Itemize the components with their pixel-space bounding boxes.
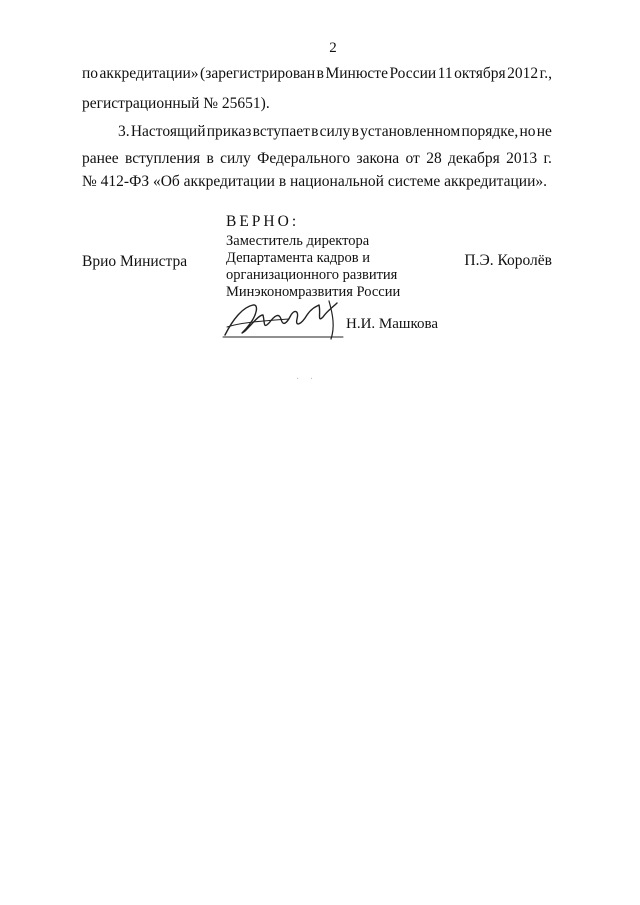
word: России (389, 65, 437, 82)
word: 3. (118, 123, 130, 140)
certification-heading: ВЕРНО: (226, 213, 300, 230)
certification-position-line-2: Департамента кадров и (226, 250, 371, 266)
word: декабря (448, 150, 500, 167)
paragraph-line-5: № 412-ФЗ «Об аккредитации в национальной системе аккредитации». (82, 173, 548, 190)
word: Федерального (257, 150, 351, 167)
word: в (206, 150, 214, 167)
certification-position-line-4: Минэкономразвития России (226, 284, 401, 300)
word: вступает (252, 123, 310, 140)
word: аккредитации» (99, 65, 199, 82)
word: Настоящий (130, 123, 206, 140)
word: в (311, 123, 319, 140)
word: 2013 (506, 150, 538, 167)
word: силу (220, 150, 251, 167)
word: Минюсте (325, 65, 388, 82)
word: не (536, 123, 552, 140)
paragraph-line-3 (118, 123, 552, 141)
word: порядке, (461, 123, 519, 140)
word: в (316, 65, 324, 82)
word: г., (539, 65, 552, 82)
word: г. (543, 150, 552, 167)
word: силу (319, 123, 351, 140)
word: (зарегистрирован (200, 65, 316, 82)
page-number: 2 (329, 40, 337, 56)
word: 2012 (507, 65, 539, 82)
word: но (519, 123, 536, 140)
paragraph-line-4 (82, 150, 552, 168)
word: октября (454, 65, 506, 82)
word: приказ (206, 123, 252, 140)
certification-position-line-1: Заместитель директора (226, 233, 370, 249)
word: в (351, 123, 359, 140)
scan-artifact: · · (296, 374, 318, 385)
word: по (82, 65, 99, 82)
paragraph-line-1 (82, 65, 552, 83)
word: ранее (82, 150, 119, 167)
word: 11 (437, 65, 453, 82)
word: вступления (125, 150, 201, 167)
certifier-name: Н.И. Машкова (346, 316, 439, 332)
paragraph-line-2: регистрационный № 25651). (82, 95, 270, 112)
word: 28 (426, 150, 442, 167)
word: закона (356, 150, 400, 167)
word: от (405, 150, 420, 167)
certification-position-line-3: организационного развития (226, 267, 398, 283)
word: установленном (360, 123, 461, 140)
signatory-name: П.Э. Королёв (464, 252, 552, 269)
handwritten-signature (219, 297, 359, 341)
signatory-title: Врио Министра (82, 253, 188, 270)
